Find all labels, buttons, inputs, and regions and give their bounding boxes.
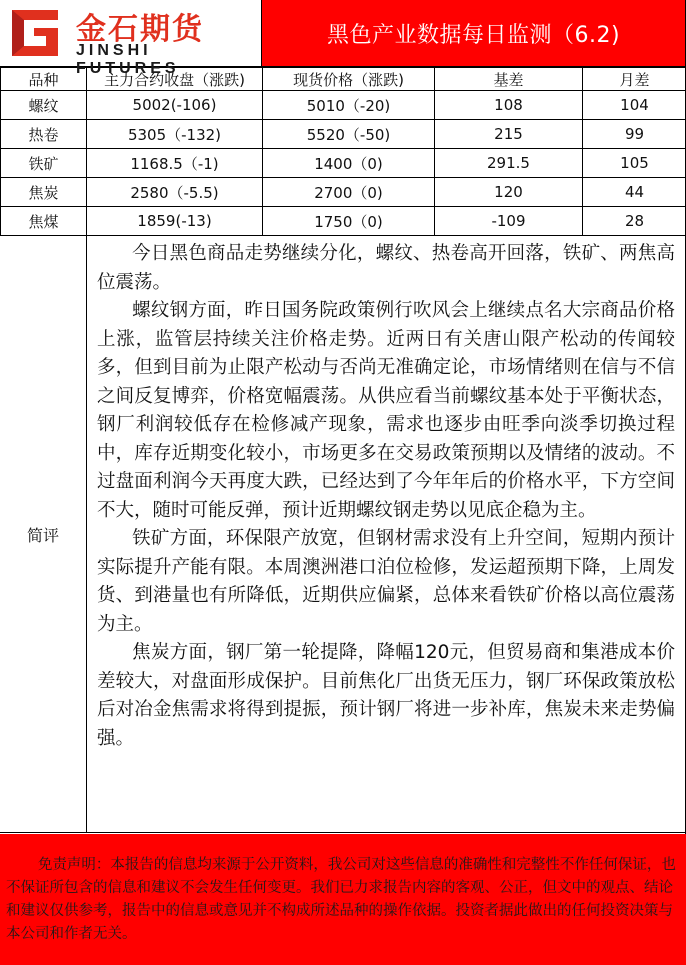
table-cell: 铁矿 — [1, 149, 87, 178]
commentary-paragraph: 螺纹钢方面，昨日国务院政策例行吹风会上继续点名大宗商品价格上涨，监管层持续关注价格走势。近两日有关唐山限产松动的传闻较多，但到目前为止限产松动与否尚无准确定论，市场情绪则在信与不信之间反复博弈，价格宽幅震荡。从供应看当前螺纹基本处于平衡状态，钢厂利润较低存在检修减产现象，需求也逐步由旺季向淡季切换过程中，库存近期变化较小，市场更多在交易政策预期以及情绪的波动。不过盘面利润今天再度大跌，已经达到了今年年后的价格水平，下方空间不大，随时可能反弹，预计近期螺纹钢走势以见底企稳为主。 — [97, 300, 675, 521]
report-header — [0, 0, 685, 77]
disclaimer-box — [0, 834, 686, 965]
table-cell: 28 — [583, 207, 686, 236]
company-logo — [0, 0, 262, 77]
commentary-paragraph: 今日黑色商品走势继续分化，螺纹、热卷高开回落，铁矿、两焦高位震荡。 — [97, 243, 675, 293]
commentary-label: 简评 — [0, 236, 87, 832]
table-cell: 热卷 — [1, 120, 87, 149]
column-header: 品种 — [1, 68, 87, 91]
table-cell: 5520（-50) — [263, 120, 435, 149]
table-cell: 2700（0) — [263, 178, 435, 207]
table-cell: 5002(-106) — [87, 91, 263, 120]
column-header: 基差 — [435, 68, 583, 91]
commentary-paragraph: 焦炭方面，钢厂第一轮提降，降幅120元，但贸易商和集港成本价差较大，对盘面形成保护。目前焦化厂出货无压力，钢厂环保政策放松后对冶金焦需求将得到提振，预计钢厂将进一步补库，焦炭未来走势偏强。 — [97, 642, 675, 749]
table-cell: 44 — [583, 178, 686, 207]
table-cell: 5010（-20) — [263, 91, 435, 120]
jinshi-logo-icon — [6, 4, 64, 62]
table-row — [1, 149, 686, 178]
table-cell: 120 — [435, 178, 583, 207]
table-cell: 1859(-13) — [87, 207, 263, 236]
table-cell: 2580（-5.5) — [87, 178, 263, 207]
table-cell: 1750（0) — [263, 207, 435, 236]
table-cell: 1168.5（-1) — [87, 149, 263, 178]
table-cell: 215 — [435, 120, 583, 149]
table-cell: 291.5 — [435, 149, 583, 178]
column-header: 主力合约收盘（涨跌) — [87, 68, 263, 91]
report-title: 黑色产业数据每日监测（6.2) — [262, 0, 685, 66]
table-cell: 108 — [435, 91, 583, 120]
commentary-paragraph: 铁矿方面，环保限产放宽，但钢材需求没有上升空间，短期内预计实际提升产能有限。本周澳洲港口泊位检修，发运超预期下降，上周发货、到港量也有所降低，近期供应偏紧，总体来看铁矿价格以高位震荡为主。 — [97, 528, 675, 635]
table-cell: 焦煤 — [1, 207, 87, 236]
column-header: 月差 — [583, 68, 686, 91]
table-row — [1, 178, 686, 207]
table-row — [1, 91, 686, 120]
commentary-body — [87, 236, 685, 832]
disclaimer-text: 免责声明：本报告的信息均来源于公开资料，我公司对这些信息的准确性和完整性不作任何保证，也不保证所包含的信息和建议不会发生任何变更。我们已力求报告内容的客观、公正，但文中的观点、结论和建议仅供参考，报告中的信息或意见并不构成所述品种的操作依据。投资者据此做出的任何投资决策与本公司和作者无关。 — [6, 857, 676, 942]
column-header: 现货价格（涨跌) — [263, 68, 435, 91]
table-cell: 105 — [583, 149, 686, 178]
table-cell: 104 — [583, 91, 686, 120]
commentary-section — [0, 236, 685, 833]
table-row — [1, 207, 686, 236]
table-cell: -109 — [435, 207, 583, 236]
table-cell: 99 — [583, 120, 686, 149]
table-row — [1, 120, 686, 149]
table-cell: 1400（0) — [263, 149, 435, 178]
table-cell: 5305（-132) — [87, 120, 263, 149]
table-cell: 螺纹 — [1, 91, 87, 120]
table-cell: 焦炭 — [1, 178, 87, 207]
logo-chinese-name: 金石期货 — [76, 12, 204, 47]
logo-english-name: JINSHI FUTURES — [76, 42, 180, 77]
market-data-table — [0, 67, 686, 236]
